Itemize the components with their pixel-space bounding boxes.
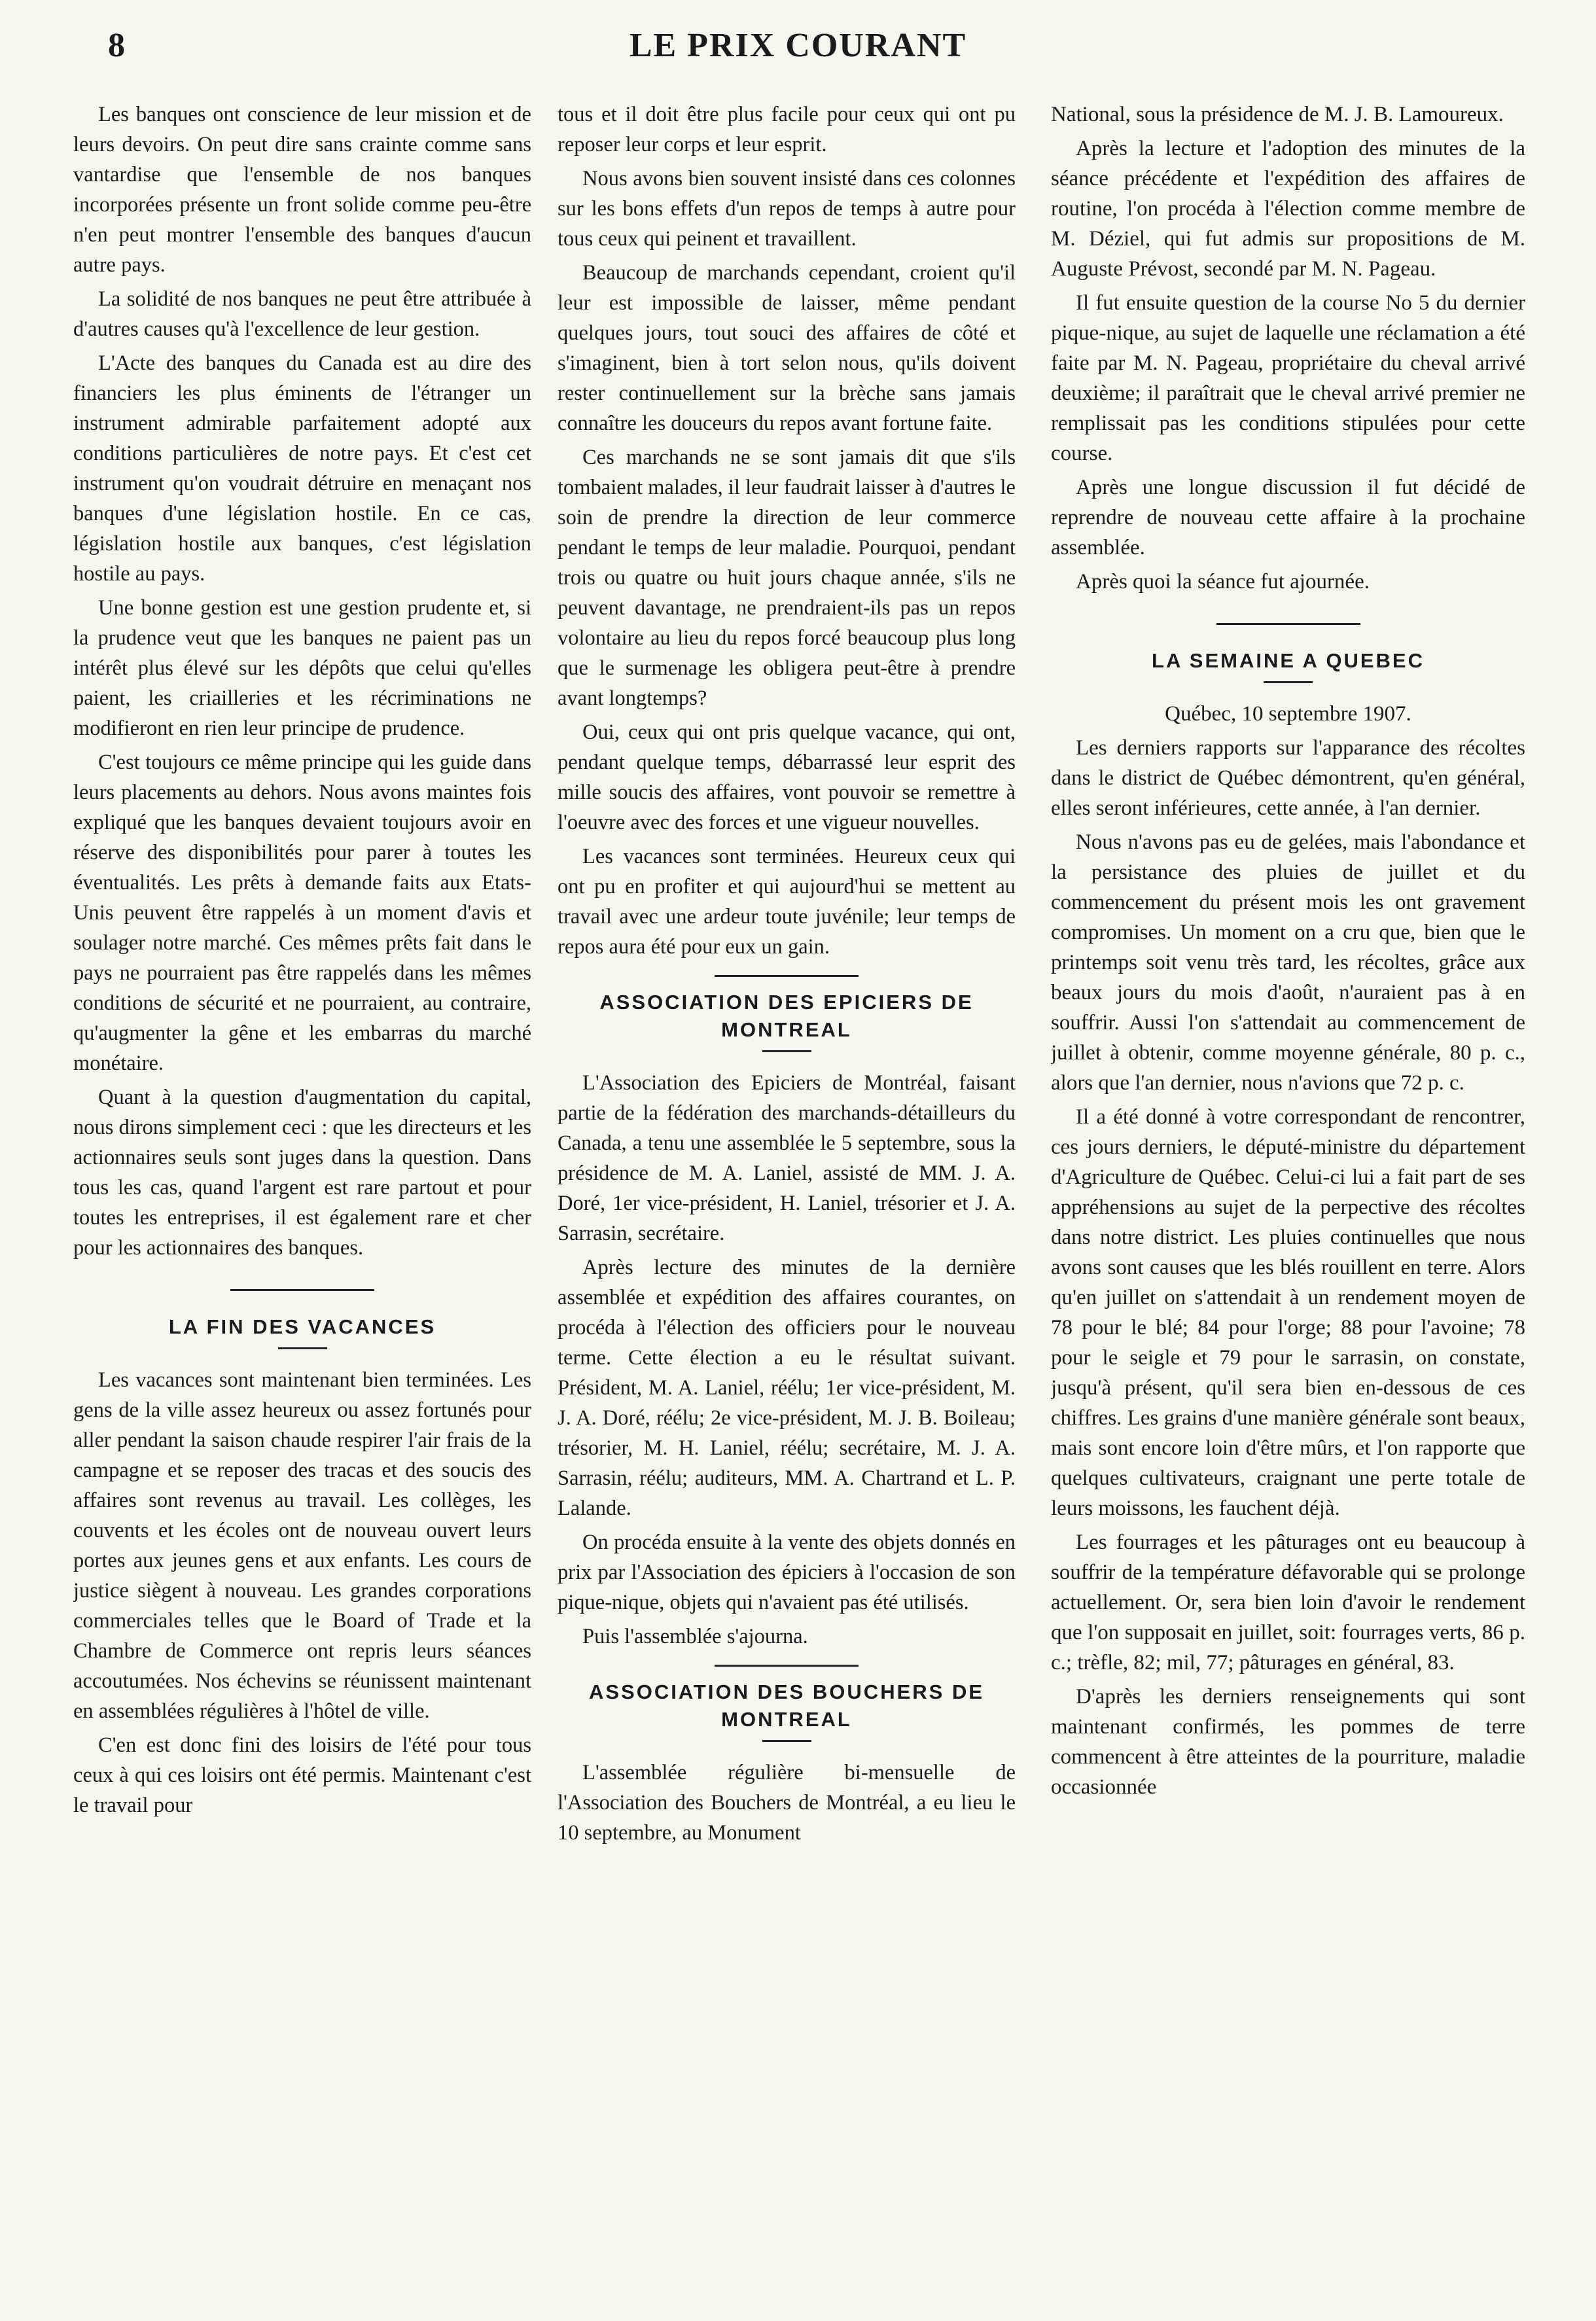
journal-title: LE PRIX COURANT: [629, 27, 967, 64]
article-paragraph: Quant à la question d'augmentation du capital, nous dirons simplement ceci : que les directeurs et les actionnaires seuls sont juges dans la question. Dans tous les cas, quand l'argent est rare partout et pour toutes les entreprises, il est également rare et cher pour les actionnaires des banques.: [73, 1086, 531, 1260]
article-paragraph: Il a été donné à votre correspondant de rencontrer, ces jours derniers, le député-ministre du département d'Agriculture de Québec. Celui-ci lui a fait part de ses appréhensions au sujet de la perpective des récoltes dans notre district. Les pluies continuelles que nous avons sont causes que les blés rouillent en terre. Alors qu'en juillet on s'attendait à un rendement moyen de 78 pour le blé; 84 pour l'orge; 88 pour l'avoine; 78 pour le seigle et 79 pour le sarrasin, on constate, jusqu'à présent, qu'il sera bien en-dessous de ces chiffres. Les grains d'une manière générale sont beaux, mais sont encore loin d'être mûrs, et l'on rapporte que quelques cultivateurs, craignant une perte totale de leurs moissons, les fauchent déjà.: [1051, 1105, 1525, 1520]
page-number: 8: [108, 27, 125, 64]
article-paragraph: Nous avons bien souvent insisté dans ces colonnes sur les bons effets d'un repos de temps à autre pour tous ceux qui peinent et travaillent.: [558, 167, 1016, 251]
title-underline: [762, 1740, 811, 1742]
article-paragraph: D'après les derniers renseignements qui sont maintenant confirmés, les pommes de terre commencent à être atteintes de la pourriture, maladie occasionnée: [1051, 1685, 1525, 1799]
article-paragraph: On procéda ensuite à la vente des objets donnés en prix par l'Association des épiciers à l'occasion de son pique-nique, objets qui n'avaient pas été utilisés.: [558, 1531, 1016, 1614]
column-3: [1051, 99, 1525, 2298]
article-paragraph: Après quoi la séance fut ajournée.: [1076, 570, 1370, 594]
section-title-bouchers: ASSOCIATION DES BOUCHERS DE MONTREAL: [588, 1680, 985, 1731]
article-paragraph: tous et il doit être plus facile pour ceux qui ont pu reposer leur corps et leur esprit.: [558, 103, 1016, 156]
article-paragraph: Les banques ont conscience de leur mission et de leurs devoirs. On peut dire sans crainte comme sans vantardise que l'ensemble de nos banques incorporées présente un front solide comme peu-être n'en peut montrer l'ensemble des banques d'aucun autre pays.: [73, 103, 531, 277]
section-title-fin-des-vacances: LA FIN DES VACANCES: [168, 1315, 436, 1338]
section-divider: [230, 1289, 374, 1291]
article-paragraph: Les vacances sont maintenant bien terminées. Les gens de la ville assez heureux ou assez fortunés pour aller pendant la saison chaude respirer l'air frais de la campagne et se reposer des tracas et des soucis des affaires sont revenus au travail. Les collèges, les couvents et les écoles ont de nouveau ouvert leurs portes aux jeunes gens et aux enfants. Les cours de justice siègent à nouveau. Les grandes corporations commerciales telles que le Board of Trade et la Chambre de Commerce ont repris leurs séances accoutumées. Nos échevins se réunissent maintenant en assemblées régulières à l'hôtel de ville.: [73, 1368, 531, 1723]
column-2: [558, 99, 1016, 2298]
article-paragraph: Il fut ensuite question de la course No 5 du dernier pique-nique, au sujet de laquelle une réclamation a été faite par M. N. Pageau, propriétaire du cheval arrivé deuxième; il paraîtrait que le cheval arrivé premier ne remplissait pas les conditions stipulées pour cette course.: [1051, 291, 1525, 465]
article-paragraph: C'est toujours ce même principe qui les guide dans leurs placements au dehors. Nous avons maintes fois expliqué que les banques devaient toujours avoir en réserve des disponibilités pour parer à toutes les éventualités. Les prêts à demande faits aux Etats-Unis peuvent être rappelés à un moment d'avis et soulager notre marché. Ces mêmes prêts fait dans le pays ne pourraient pas être rappelés dans les mêmes conditions de sécurité et ne pourraient, au contraire, qu'augmenter la gêne et les embarras du marché monétaire.: [73, 751, 531, 1075]
page-header: [0, 0, 1596, 98]
title-underline: [278, 1347, 327, 1349]
article-paragraph: La solidité de nos banques ne peut être attribuée à d'autres causes qu'à l'excellence de leur gestion.: [73, 287, 531, 341]
section-divider: [715, 1665, 859, 1667]
article-paragraph: Les fourrages et les pâturages ont eu beaucoup à souffrir de la température défavorable qui se prolonge actuellement. Or, sera bien loin d'avoir le rendement que l'on supposait en juillet, soit: fourrages verts, 86 p. c.; trèfle, 82; mil, 77; pâturages en général, 83.: [1051, 1531, 1525, 1674]
article-paragraph: Puis l'assemblée s'ajourna.: [582, 1625, 808, 1648]
title-underline: [762, 1050, 811, 1052]
article-paragraph: Après la lecture et l'adoption des minutes de la séance précédente et l'expédition des affaires de routine, l'on procéda à l'élection comme membre de M. Déziel, qui fut admis sur propositions de M. Auguste Prévost, secondé par M. N. Pageau.: [1051, 137, 1525, 281]
section-divider: [715, 975, 859, 977]
article-paragraph: Les derniers rapports sur l'apparance des récoltes dans le district de Québec démontrent, qu'en général, elles seront inférieures, cette année, à l'an dernier.: [1051, 736, 1525, 820]
article-paragraph: National, sous la présidence de M. J. B. Lamoureux.: [1051, 103, 1504, 126]
column-1: [73, 99, 531, 2298]
article-paragraph: Après une longue discussion il fut décidé de reprendre de nouveau cette affaire à la prochaine assemblée.: [1051, 476, 1525, 559]
article-paragraph: Ces marchands ne se sont jamais dit que s'ils tombaient malades, il leur faudrait laisser à d'autres le soin de prendre la direction de leur commerce pendant le temps de leur maladie. Pourquoi, pendant trois ou quatre ou huit jours chaque année, s'ils ne peuvent davantage, ne prendraient-ils pas un repos volontaire au lieu du repos forcé beaucoup plus long que le surmenage les obligera peut-être à prendre avant longtemps?: [558, 446, 1016, 710]
section-title-epiciers: ASSOCIATION DES EPICIERS DE MONTREAL: [599, 991, 974, 1041]
article-paragraph: L'assemblée régulière bi-mensuelle de l'Association des Bouchers de Montréal, a eu lieu le 10 septembre, au Monument: [558, 1761, 1016, 1845]
article-paragraph: L'Acte des banques du Canada est au dire des financiers les plus éminents de l'étranger un instrument admirable parfaitement adopté aux conditions particulières de notre pays. Et c'est cet instrument qu'on voudrait détruire en menaçant nos banques d'une législation hostile. En ce cas, législation hostile aux banques, c'est législation hostile au pays.: [73, 351, 531, 586]
article-paragraph: Après lecture des minutes de la dernière assemblée et expédition des affaires courantes, on procéda à l'élection des officiers pour le nouveau terme. Cette élection a eu le résultat suivant. Président, M. A. Laniel, réélu; 1er vice-président, M. J. A. Doré, réélu; 2e vice-président, M. J. B. Boileau; trésorier, M. H. Laniel, réélu; secrétaire, M. J. A. Sarrasin, réélu; auditeurs, MM. A. Chartrand et L. P. Lalande.: [558, 1256, 1016, 1520]
article-paragraph: Oui, ceux qui ont pris quelque vacance, qui ont, pendant quelque temps, débarrassé leur esprit des mille soucis des affaires, vont pouvoir se remettre à l'oeuvre avec des forces et une vigueur nouvelles.: [558, 720, 1016, 834]
dateline: Québec, 10 septembre 1907.: [1165, 702, 1411, 726]
title-underline: [1264, 681, 1313, 683]
article-paragraph: Les vacances sont terminées. Heureux ceux qui ont pu en profiter et qui aujourd'hui se mettent au travail avec une ardeur toute juvénile; leur temps de repos aura été pour eux un gain.: [558, 845, 1016, 959]
article-paragraph: C'en est donc fini des loisirs de l'été pour tous ceux à qui ces loisirs ont été permis. Maintenant c'est le travail pour: [73, 1733, 531, 1817]
article-paragraph: Beaucoup de marchands cependant, croient qu'il leur est impossible de laisser, même pendant quelques jours, tout souci des affaires de côté et s'imaginent, bien à tort selon nous, qu'ils doivent rester continuellement sur la brèche sans jamais connaître les douceurs du repos avant fortune faite.: [558, 261, 1016, 435]
section-divider: [1216, 623, 1360, 625]
article-paragraph: L'Association des Epiciers de Montréal, faisant partie de la fédération des marchands-détailleurs du Canada, a tenu une assemblée le 5 septembre, sous la présidence de M. A. Laniel, assisté de MM. J. A. Doré, 1er vice-président, H. Laniel, trésorier et J. A. Sarrasin, secrétaire.: [558, 1071, 1016, 1245]
article-paragraph: Nous n'avons pas eu de gelées, mais l'abondance et la persistance des pluies de juillet et du commencement du présent mois les ont gravement compromises. Un moment on a cru que, bien que le printemps soit venu très tard, les récoltes, grâce aux beaux jours du mois d'août, n'auraient pas à en souffrir. Aussi l'on s'attendait au commencement de juillet à obtenir, comme moyenne générale, 80 p. c., alors que l'an dernier, nous n'avions que 72 p. c.: [1051, 830, 1525, 1095]
article-paragraph: Une bonne gestion est une gestion prudente et, si la prudence veut que les banques ne paient pas un intérêt plus élevé sur les dépôts que celui qu'elles paient, les criailleries et les récriminations ne modifieront en rien leur principe de prudence.: [73, 596, 531, 740]
section-title-semaine-quebec: LA SEMAINE A QUEBEC: [1152, 649, 1425, 672]
